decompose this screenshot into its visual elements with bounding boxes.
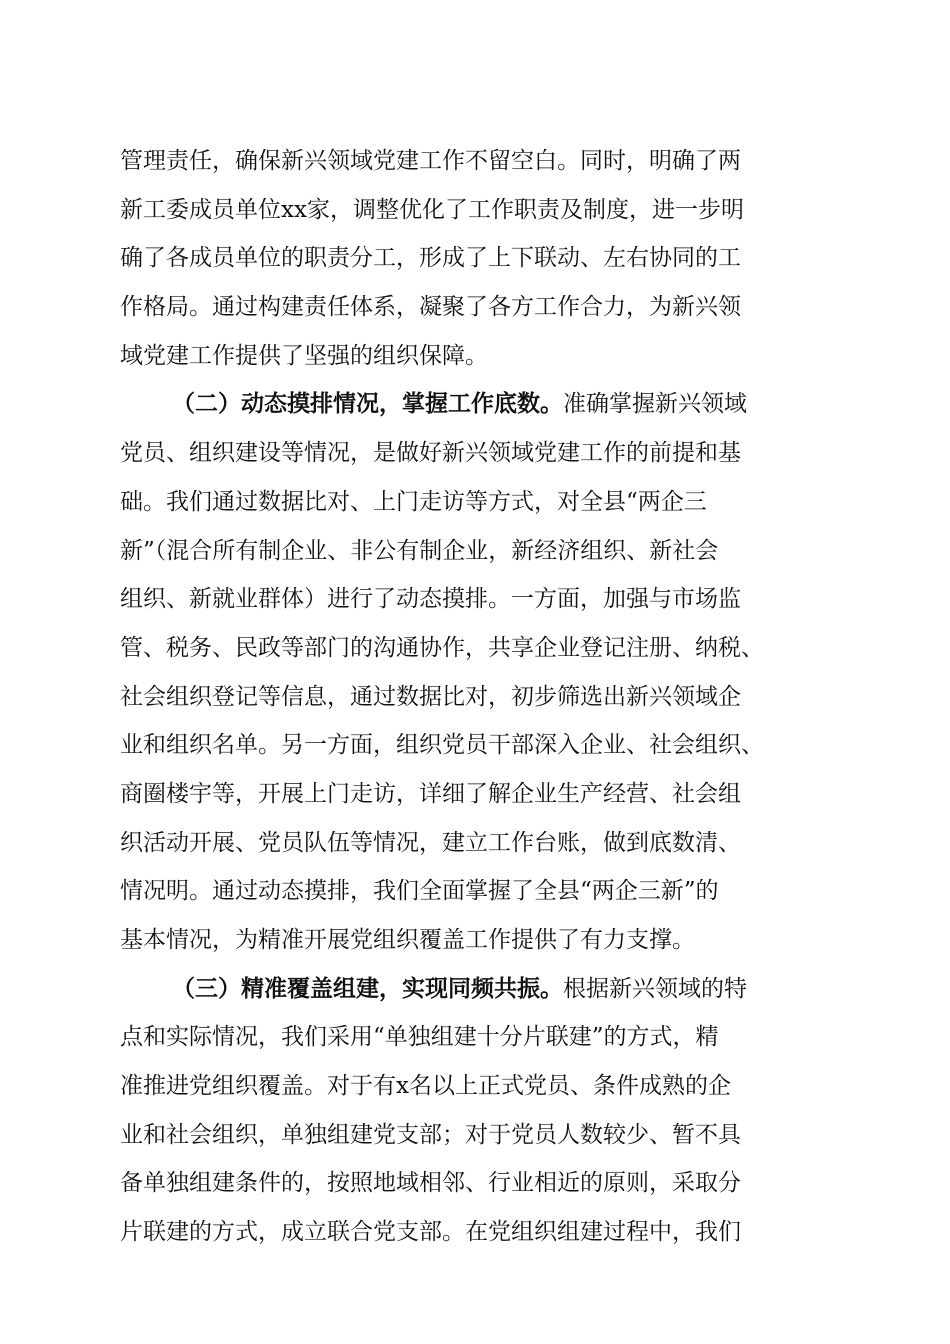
text-line: 业和社会组织，单独组建党支部；对于党员人数较少、暂不具	[120, 1121, 741, 1148]
text-line: 党员、组织建设等情况，是做好新兴领域党建工作的前提和基	[120, 440, 741, 467]
paragraph-3	[120, 965, 838, 1257]
text-line: 准推进党组织覆盖。对于有x名以上正式党员、条件成熟的企	[120, 1073, 731, 1100]
section-heading: （二）动态摸排情况，掌握工作底数。	[172, 390, 563, 418]
text-line: 组织、新就业群体）进行了动态摸排。一方面，加强与市场监	[120, 586, 741, 613]
section-heading: （三）精准覆盖组建，实现同频共振。	[172, 974, 563, 1002]
paragraph-first-line	[120, 380, 838, 429]
text-line: 备单独组建条件的，按照地域相邻、行业相近的原则，采取分	[120, 1170, 741, 1197]
text-line: 新工委成员单位xx家，调整优化了工作职责及制度，进一步明	[120, 196, 744, 223]
text-line: 确了各成员单位的职责分工，形成了上下联动、左右协同的工	[120, 245, 741, 272]
text-line: 情况明。通过动态摸排，我们全面掌握了全县“两企三新”的	[120, 878, 719, 905]
text-run: 根据新兴领域的特	[563, 975, 747, 1002]
text-line: 作格局。通过构建责任体系，凝聚了各方工作合力，为新兴领	[120, 294, 741, 321]
paragraph-first-line	[120, 965, 838, 1014]
text-line: 织活动开展、党员队伍等情况，建立工作台账，做到底数清、	[120, 829, 741, 856]
text-line: 基本情况，为精准开展党组织覆盖工作提供了有力支撑。	[120, 927, 695, 953]
text-line: 业和组织名单。另一方面，组织党员干部深入企业、社会组织、	[120, 732, 764, 759]
document-body	[120, 137, 838, 1257]
text-line: 片联建的方式，成立联合党支部。在党组织组建过程中，我们	[120, 1219, 741, 1246]
text-line: 管理责任，确保新兴领域党建工作不留空白。同时，明确了两	[120, 148, 741, 174]
text-line: 社会组织登记等信息，通过数据比对，初步筛选出新兴领域企	[120, 683, 741, 710]
text-line: 点和实际情况，我们采用“单独组建十分片联建”的方式，精	[120, 1024, 719, 1051]
paragraph-1	[120, 137, 838, 380]
text-line: 新”（混合所有制企业、非公有制企业，新经济组织、新社会	[120, 537, 719, 564]
paragraph-2	[120, 380, 838, 964]
text-line: 础。我们通过数据比对、上门走访等方式，对全县“两企三	[120, 488, 707, 515]
text-line: 商圈楼宇等，开展上门走访，详细了解企业生产经营、社会组	[120, 780, 741, 807]
text-run: 准确掌握新兴领域	[563, 391, 747, 418]
text-line: 域党建工作提供了坚强的组织保障。	[120, 342, 488, 369]
text-line: 管、税务、民政等部门的沟通协作，共享企业登记注册、纳税、	[120, 634, 764, 661]
